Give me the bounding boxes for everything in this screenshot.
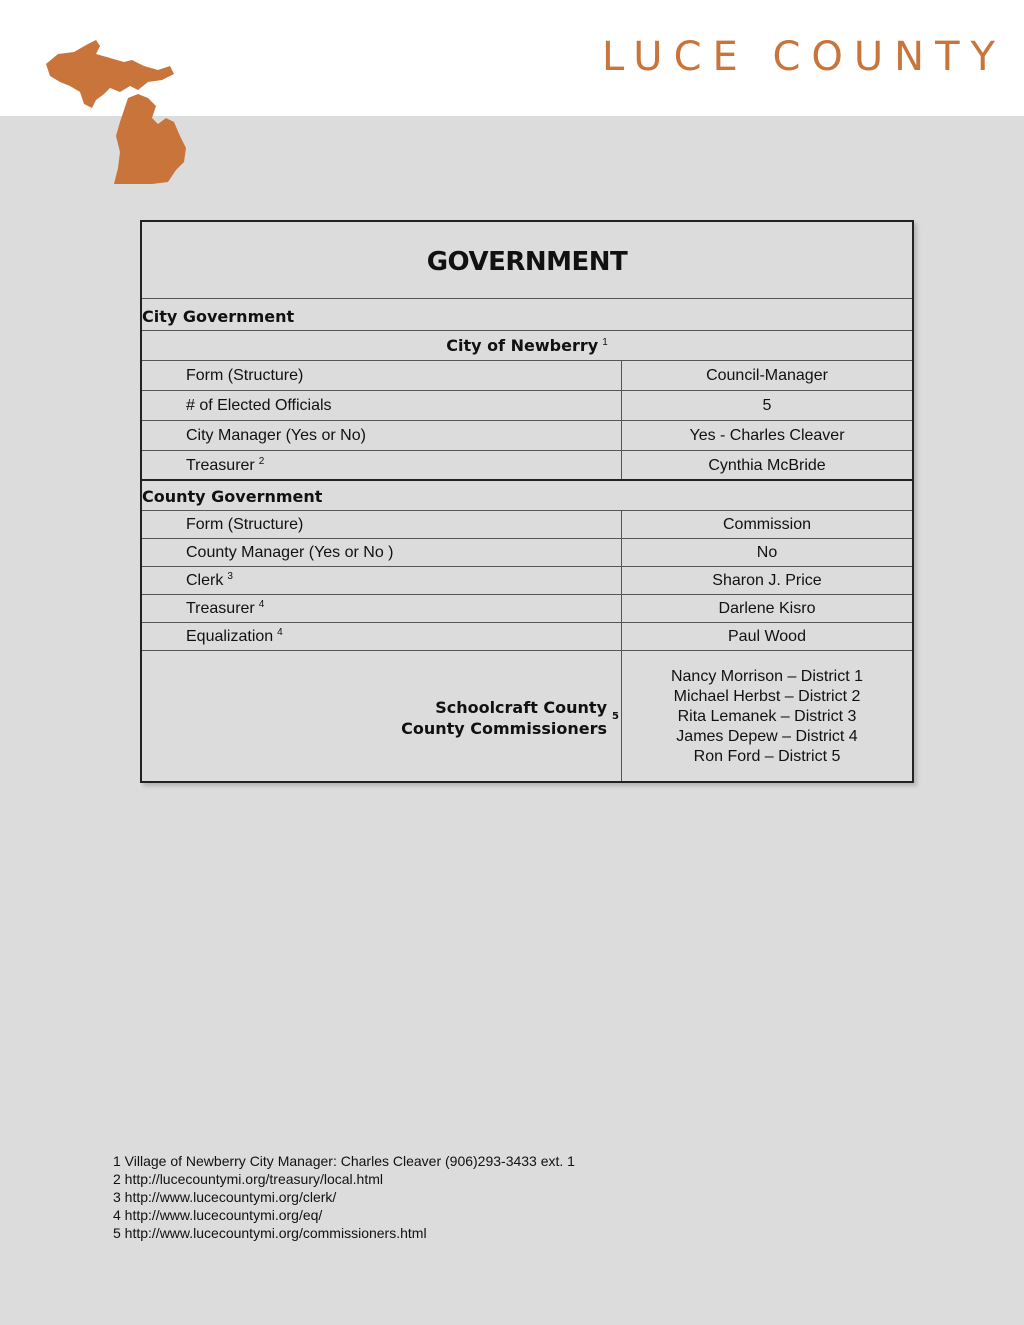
- footnotes: [113, 1152, 575, 1242]
- page-header: [0, 0, 1024, 116]
- table-title-row: [142, 222, 912, 299]
- government-table: [140, 220, 914, 783]
- county-section-row: [142, 481, 912, 511]
- row-value: Paul Wood: [728, 628, 806, 645]
- footnote: 1 Village of Newberry City Manager: Charles Cleaver (906)293-3433 ext. 1: [113, 1153, 575, 1169]
- row-footnote: 2: [258, 455, 265, 467]
- list-item: Rita Lemanek – District 3: [677, 708, 857, 725]
- commissioners-footnote: 5: [612, 711, 619, 722]
- row-footnote: 4: [258, 598, 265, 610]
- footnote: 4 http://www.lucecountymi.org/eq/: [113, 1207, 323, 1223]
- row-value: Darlene Kisro: [718, 600, 816, 617]
- commissioners-label: [401, 697, 607, 739]
- commissioners-list: [622, 651, 912, 781]
- table-row: [142, 511, 912, 539]
- commissioners-label-line1: Schoolcraft County: [435, 698, 607, 717]
- footnote: 2 http://lucecountymi.org/treasury/local.html: [113, 1171, 384, 1187]
- page-title: GOVERNMENT: [426, 247, 628, 277]
- row-label: Equalization: [186, 628, 274, 645]
- brand-title: LUCE COUNTY: [602, 34, 1006, 80]
- city-section-row: [142, 299, 912, 331]
- row-value: Yes - Charles Cleaver: [689, 427, 845, 444]
- row-value: Commission: [722, 516, 811, 533]
- row-label: City Manager (Yes or No): [186, 427, 366, 444]
- city-section-heading: City Government: [142, 307, 295, 326]
- list-item: Ron Ford – District 5: [693, 748, 841, 765]
- table-row: [142, 361, 912, 391]
- row-label: # of Elected Officials: [186, 397, 332, 414]
- city-name-footnote: 1: [602, 336, 608, 348]
- list-item: James Depew – District 4: [676, 728, 858, 745]
- table-row: [142, 391, 912, 421]
- row-value: Council-Manager: [706, 367, 828, 384]
- row-label: Treasurer: [186, 457, 255, 474]
- list-item: Michael Herbst – District 2: [673, 688, 861, 705]
- row-value: 5: [762, 397, 772, 414]
- county-section-heading: County Government: [142, 487, 323, 506]
- city-name: City of Newberry: [446, 336, 599, 355]
- city-name-row: [142, 331, 912, 361]
- footnote: 5 http://www.lucecountymi.org/commissioners.html: [113, 1225, 427, 1241]
- commissioners-label-line2: County Commissioners: [401, 719, 607, 738]
- table-row: [142, 595, 912, 623]
- table-row: [142, 539, 912, 567]
- table-row: [142, 623, 912, 651]
- row-footnote: 3: [227, 570, 233, 582]
- table-row: [142, 567, 912, 595]
- row-label: Form (Structure): [186, 367, 304, 384]
- michigan-map-icon: [40, 36, 196, 188]
- row-label: Treasurer: [186, 600, 255, 617]
- table-row: [142, 421, 912, 451]
- row-label: County Manager (Yes or No ): [186, 544, 394, 561]
- list-item: Nancy Morrison – District 1: [670, 668, 864, 685]
- row-footnote: 4: [277, 626, 283, 638]
- row-value: Sharon J. Price: [712, 572, 822, 589]
- row-value: No: [756, 544, 778, 561]
- commissioners-row: [142, 651, 912, 781]
- row-label: Clerk: [186, 572, 224, 589]
- footnote: 3 http://www.lucecountymi.org/clerk/: [113, 1189, 337, 1205]
- table-row: [142, 451, 912, 481]
- row-value: Cynthia McBride: [708, 457, 826, 474]
- row-label: Form (Structure): [186, 516, 304, 533]
